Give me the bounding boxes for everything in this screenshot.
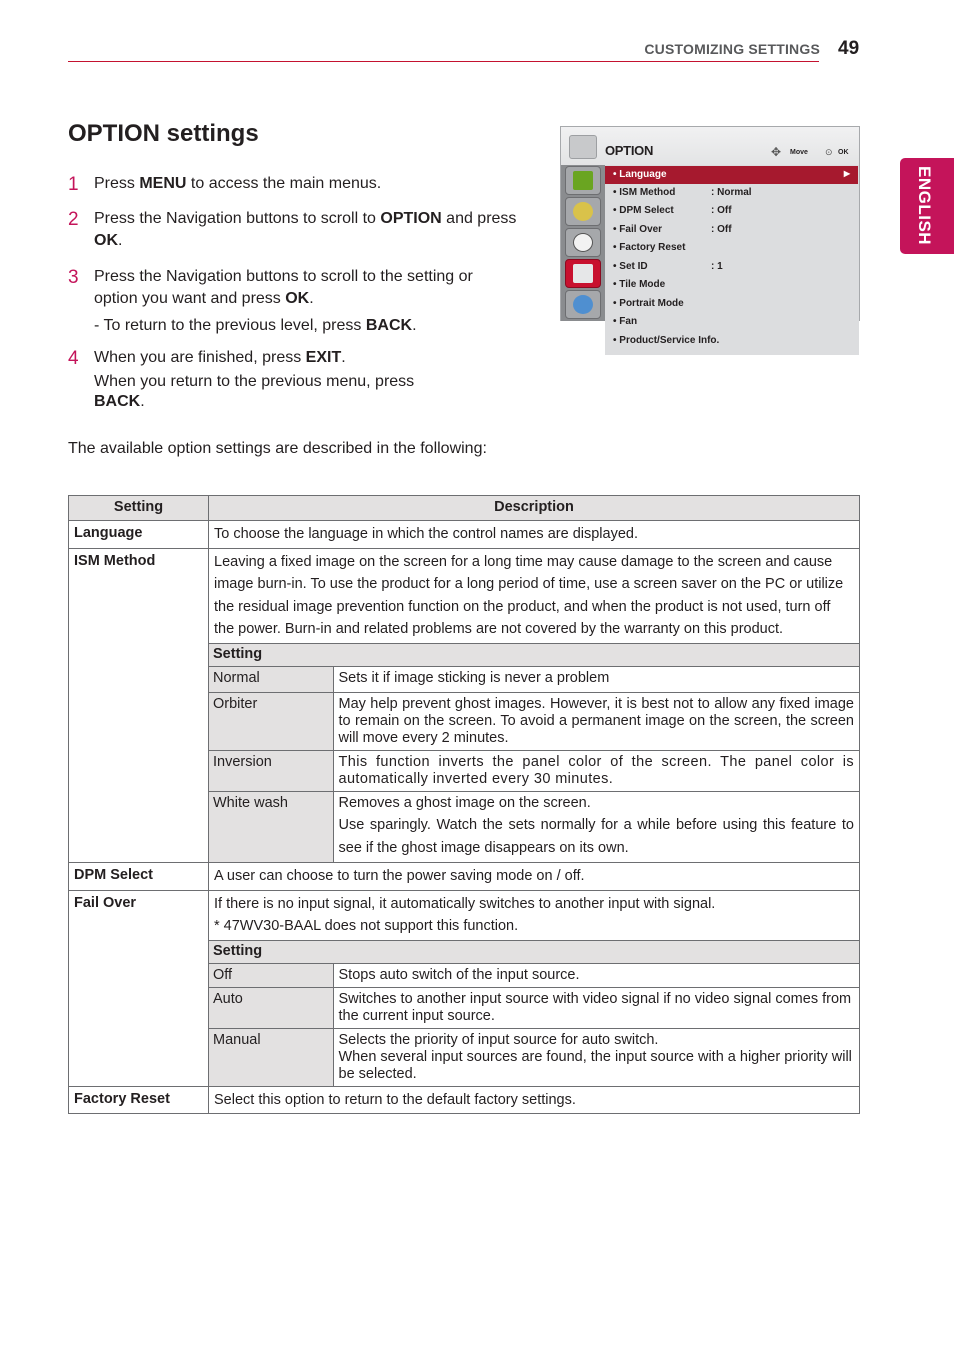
osd-ok-label: OK: [838, 149, 849, 156]
setting-name: Language: [69, 521, 209, 549]
option-value: Stops auto switch of the input source.: [333, 963, 859, 987]
osd-item-set-id: • Set ID : 1: [613, 261, 723, 272]
setting-name: Factory Reset: [69, 1086, 209, 1114]
page-number: 49: [838, 38, 860, 59]
osd-item-list: [605, 165, 859, 355]
setting-name: Fail Over: [69, 890, 209, 1086]
step-number: 2: [68, 209, 79, 230]
audio-icon: [565, 197, 601, 226]
failover-subtable: [209, 940, 859, 1086]
step-text: Press the Navigation buttons to scroll to OPTION and press OK.: [94, 210, 517, 249]
option-value: Switches to another input source with video signal if no video signal comes from the current input source.: [333, 987, 859, 1028]
step-subtext: When you return to the previous menu, press BACK.: [94, 373, 415, 410]
option-key: White wash: [209, 791, 333, 862]
step-text: Press MENU to access the main menus.: [94, 175, 382, 192]
setting-description: To choose the language in which the control names are displayed.: [209, 521, 860, 549]
col-description: Description: [209, 496, 860, 521]
setting-description: Select this option to return to the default factory settings.: [209, 1086, 860, 1114]
osd-move-label: Move: [790, 149, 808, 156]
step-number: 3: [68, 267, 79, 288]
setting-description: A user can choose to turn the power saving mode on / off.: [209, 863, 860, 891]
option-menu-screenshot: [560, 126, 860, 346]
option-value: Sets it if image sticking is never a problem: [333, 666, 859, 692]
option-key: Orbiter: [209, 692, 333, 750]
option-key: Normal: [209, 666, 333, 692]
osd-item-ism-method: • ISM Method : Normal: [613, 187, 752, 198]
option-key: Off: [209, 963, 333, 987]
step-text: When you are finished, press EXIT.: [94, 349, 346, 366]
osd-icon-column: [561, 165, 605, 321]
option-icon: [569, 135, 597, 159]
sub-header: Setting: [209, 940, 859, 963]
osd-item-tile-mode: • Tile Mode: [613, 279, 666, 290]
table-row: [69, 890, 860, 1086]
osd-header: [561, 127, 859, 165]
step-number: 1: [68, 174, 79, 195]
table-row: [69, 1086, 860, 1114]
picture-icon: [565, 166, 601, 195]
osd-item-fail-over: • Fail Over : Off: [613, 224, 732, 235]
option-value: This function inverts the panel color of the screen. The panel color is automatically inverted every 30 minutes.: [333, 750, 859, 791]
option-value: May help prevent ghost images. However, it is best not to allow any fixed image to remain on the screen. To avoid a permanent image on the screen, the screen will move every 2 minutes.: [333, 692, 859, 750]
setting-description: If there is no input signal, it automatically switches to another input with signal. * 47WV30-BAAL does not support this function. Setting Off Stops auto switch of the input source. Auto Switches to another input source with video signal if no video signal comes from the current input source. Manual Selects the priority of input source for auto switch. When several input sources are found, the input source with a higher priority will be selected.: [209, 890, 860, 1086]
language-tab: [900, 158, 954, 254]
option-icon: [565, 259, 601, 288]
option-key: Inversion: [209, 750, 333, 791]
osd-item-language: • Language ▶: [605, 166, 858, 184]
osd-item-portrait-mode: • Portrait Mode: [613, 298, 684, 309]
option-settings-table: [68, 495, 860, 1114]
setting-description: Leaving a fixed image on the screen for a long time may cause damage to the screen and cause image burn-in. To use the product for a long period of time, use a screen saver on the PC or utilize the residual image prevention function on the product, and when the product is not used, turn off the power. Burn-in and related problems are not covered by the warranty on this product. Setting Normal Sets it if image sticking is never a problem Orbiter May help prevent ghost images. However, it is best not to allow any fixed image to remain on the screen. To avoid a permanent image on the screen, the screen will move every 2 minutes. Inversion This function inverts the panel color of the screen. The panel color is automatically inverted every 30 minutes. White wash Removes a ghost image on the screen. Use sparingly. Watch the sets normally for a while before using this feature to see if the ghost image disappears on its own.: [209, 548, 860, 863]
setting-name: ISM Method: [69, 548, 209, 863]
ism-subtable: [209, 643, 859, 863]
option-value: Removes a ghost image on the screen. Use sparingly. Watch the sets normally for a while before using this feature to see if the ghost image disappears on its own.: [333, 791, 859, 862]
col-setting: Setting: [69, 496, 209, 521]
page-title: OPTION settings: [68, 120, 259, 147]
setting-name: DPM Select: [69, 863, 209, 891]
move-icon: ✥: [771, 145, 782, 159]
intro-text: The available option settings are described in the following:: [68, 440, 487, 457]
table-header-row: [69, 496, 860, 521]
step-text: Press the Navigation buttons to scroll to the setting or option you want and press OK.: [94, 268, 473, 307]
osd-item-fan: • Fan: [613, 316, 638, 327]
osd-item-dpm-select: • DPM Select : Off: [613, 205, 732, 216]
osd-title: OPTION: [605, 143, 654, 158]
option-key: Manual: [209, 1028, 333, 1086]
osd-item-product-info: • Product/Service Info.: [613, 335, 720, 346]
header-rule: [68, 61, 819, 62]
option-key: Auto: [209, 987, 333, 1028]
osd-item-factory-reset: • Factory Reset: [613, 242, 686, 253]
section-title: CUSTOMIZING SETTINGS: [644, 41, 820, 57]
language-tab-label: ENGLISH: [915, 166, 934, 246]
table-row: [69, 863, 860, 891]
table-row: [69, 548, 860, 863]
network-icon: [565, 290, 601, 319]
step-subtext: - To return to the previous level, press BACK.: [94, 317, 417, 334]
ok-icon: ⊙: [825, 147, 833, 157]
time-icon: [565, 228, 601, 257]
step-number: 4: [68, 348, 79, 369]
option-value: Selects the priority of input source for auto switch. When several input sources are found, the input source with a higher priority will be selected.: [333, 1028, 859, 1086]
table-row: [69, 521, 860, 549]
arrow-right-icon: ▶: [843, 169, 850, 178]
sub-header: Setting: [209, 643, 859, 666]
